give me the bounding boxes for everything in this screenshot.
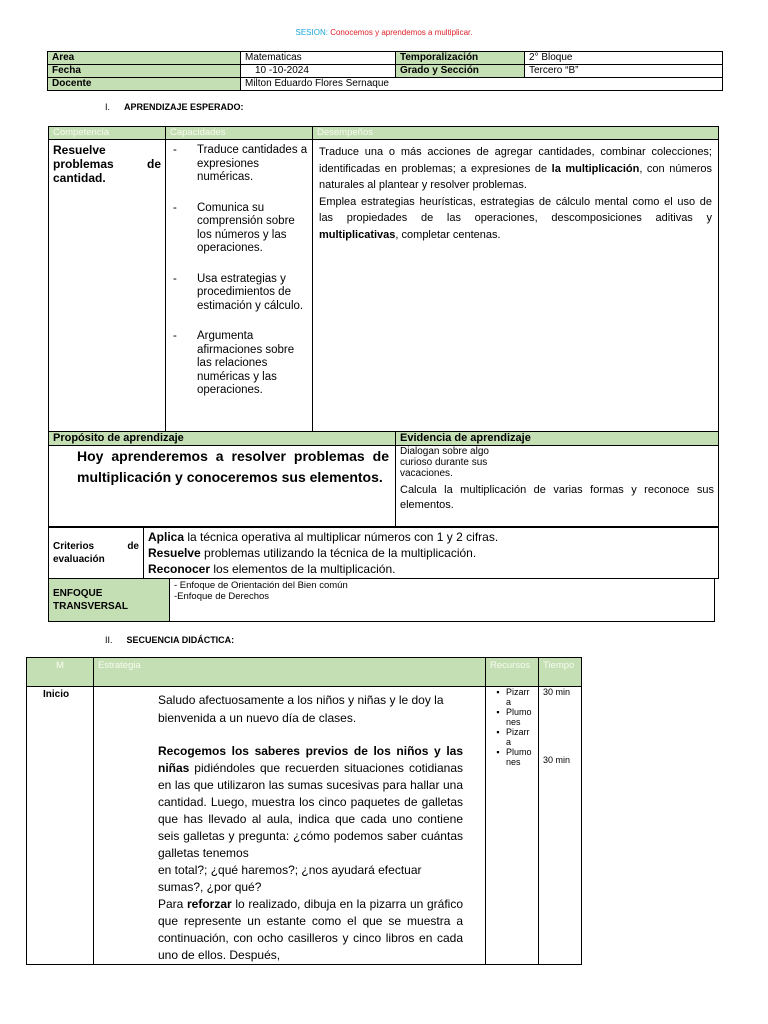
capacidad-text: Argumenta afirmaciones sobre las relaciones numéricas y las operaciones. [197, 330, 295, 396]
square-bullet-icon: ▪ [496, 687, 500, 697]
criterio-text: los elementos de la multiplicación. [210, 562, 396, 576]
recurso-item [490, 727, 534, 747]
competencia-text-2: problemas de [53, 157, 161, 171]
criterios-table [48, 527, 719, 579]
header-recursos: Recursos [486, 658, 539, 687]
competencia-text-1: Resuelve [53, 143, 106, 157]
desempeno-text: Emplea estrategias heurísticas, estrategias de cálculo mental como el uso de las propiedades de las operaciones, descomposiciones aditivas y [319, 195, 712, 224]
header-desempenos: Desempeños [313, 127, 719, 140]
evidencia-header: Evidencia de aprendizaje [396, 432, 719, 446]
desempenos-cell [313, 140, 719, 437]
dash-bullet: - [173, 201, 177, 214]
criterio-item [148, 529, 714, 545]
desempeno-text: Traduce una o más acciones de agregar cantidades, combinar colecciones; identificadas en problemas; a expresiones de [319, 146, 712, 175]
area-label: Area [48, 52, 241, 65]
recurso-item [490, 747, 534, 767]
header-momento: M [27, 658, 94, 687]
estrategia-cell [94, 687, 486, 965]
desempeno-bold: multiplicativas [319, 228, 396, 241]
temporalizacion-value: 2° Bloque [525, 52, 723, 65]
estrategia-paragraph: Saludo afectuosamente a los niños y niñas y le doy la bienvenida a un nuevo día de clases. [158, 693, 444, 725]
recurso-item [490, 707, 534, 727]
tiempo-value: 30 min [543, 755, 571, 765]
grado-label: Grado y Sección [396, 65, 525, 78]
recurso-text: Plumones [506, 747, 532, 767]
capacidad-item [170, 330, 308, 398]
criterio-item [148, 561, 714, 577]
estrategia-paragraph: en total?; ¿qué haremos?; ¿nos ayudará efectuar sumas?, ¿por qué? [158, 863, 422, 894]
enfoque-item: -Enfoque de Derechos [174, 591, 270, 602]
secuencia-table [26, 657, 582, 965]
proposito-table [48, 431, 719, 527]
square-bullet-icon: ▪ [496, 727, 500, 737]
criterios-label: Criterios de evaluación [49, 528, 144, 579]
enfoque-item: - Enfoque de Orientación del Bien común [174, 580, 348, 591]
competencias-table [48, 126, 719, 437]
capacidad-text: Usa estrategias y procedimientos de estimación y cálculo. [197, 272, 304, 312]
proposito-text: Hoy aprenderemos a resolver problemas de multiplicación y conoceremos sus elementos. [49, 446, 396, 527]
square-bullet-icon: ▪ [496, 747, 500, 757]
recursos-cell [486, 687, 539, 965]
estrategia-text: Para [158, 897, 187, 911]
recurso-item [490, 687, 534, 707]
momento-inicio: Inicio [27, 687, 94, 965]
competencia-text-3: cantidad. [53, 171, 106, 185]
competencia-cell [49, 140, 166, 437]
section-1-title [105, 102, 244, 112]
capacidad-item [170, 202, 308, 256]
criterio-text: problemas utilizando la técnica de la multiplicación. [200, 546, 477, 560]
enfoque-table [48, 578, 715, 622]
capacidades-cell [166, 140, 313, 437]
session-name: Conocemos y aprendemos a multiplicar. [330, 28, 473, 37]
evidencia-line: curioso durante sus [400, 457, 488, 468]
estrategia-text: lo realizado, dibuja en la pizarra un gráfico que represente un estante como el que se muestra a continuación, con ocho casilleros y cinco libros en cada uno de ellos. Después, [158, 897, 463, 962]
desempeno-text: , con números naturales al plantear y resolver problemas. [319, 162, 712, 191]
criterio-verb: Aplica [148, 530, 185, 544]
proposito-header: Propósito de aprendizaje [49, 432, 396, 446]
section-1-number: I. [105, 102, 111, 112]
grado-value: Tercero “B” [525, 65, 723, 78]
fecha-value: 10 -10-2024 [241, 65, 396, 78]
criterio-text: la técnica operativa al multiplicar números con 1 y 2 cifras. [184, 530, 499, 544]
section-2-text: SECUENCIA DIDÁCTICA: [126, 635, 235, 645]
estrategia-text: pidiéndoles que recuerden situaciones cotidianas en las que utilizaron las sumas sucesivas para hallar una cantidad. Luego, muestra los cinco paquetes de galletas que has llevado al aula, indica que cada uno contiene seis galletas y pregunta: ¿cómo podemos saber cuántas galletas tenemos [158, 761, 463, 860]
info-table [47, 51, 723, 91]
section-1-text: APRENDIZAJE ESPERADO: [124, 102, 244, 112]
evidencia-line: Calcula la multiplicación de varias formas y reconoce sus elementos. [400, 484, 714, 511]
docente-value: Milton Eduardo Flores Sernaque [241, 78, 723, 91]
section-2-number: II. [105, 635, 113, 645]
estrategia-bold: reforzar [187, 897, 232, 911]
capacidad-item [170, 273, 308, 314]
evidencia-cell [396, 446, 719, 527]
criterios-cell [144, 528, 719, 579]
header-competencia: Competencia [49, 127, 166, 140]
estrategia-bold: Recogemos los saberes previos de los niños y las niñas [158, 744, 463, 775]
estrategia-paragraph [158, 896, 463, 964]
dash-bullet: - [173, 144, 177, 156]
temporalizacion-label: Temporalización [396, 52, 525, 65]
tiempo-value: 30 min [543, 687, 571, 697]
evidencia-line: vacaciones. [400, 468, 453, 479]
desempeno-text: , completar centenas. [395, 228, 501, 241]
dash-bullet: - [173, 272, 177, 285]
criterio-item [148, 545, 714, 561]
docente-label: Docente [48, 78, 241, 91]
recurso-text: Plumones [506, 707, 532, 727]
section-2-title [105, 635, 234, 645]
criterio-verb: Resuelve [148, 546, 201, 560]
dash-bullet: - [173, 330, 177, 342]
enfoque-label: ENFOQUE TRANSVERSAL [49, 579, 170, 622]
fecha-label: Fecha [48, 65, 241, 78]
enfoque-cell [170, 579, 715, 622]
capacidad-text: Comunica su comprensión sobre los números y las operaciones. [197, 201, 295, 254]
session-label: SESION: [295, 28, 328, 37]
session-title [0, 28, 768, 37]
desempeno-paragraph-1 [319, 144, 712, 194]
recurso-text: Pizarra [506, 727, 530, 747]
estrategia-paragraph [158, 743, 463, 862]
capacidad-text: Traduce cantidades a expresiones numéricas. [197, 144, 308, 183]
header-tiempo: Tiempo [539, 658, 582, 687]
recurso-text: Pizarra [506, 687, 530, 707]
criterio-verb: Reconocer [148, 562, 211, 576]
tiempo-cell [539, 687, 582, 965]
header-estrategia: Estrategia [94, 658, 486, 687]
area-value: Matematicas [241, 52, 396, 65]
header-capacidades: Capacidades [166, 127, 313, 140]
square-bullet-icon: ▪ [496, 707, 500, 717]
capacidad-item [170, 144, 308, 185]
desempeno-paragraph-2 [319, 194, 712, 244]
desempeno-bold: la multiplicación [551, 162, 640, 175]
evidencia-line: Dialogan sobre algo [400, 446, 489, 457]
